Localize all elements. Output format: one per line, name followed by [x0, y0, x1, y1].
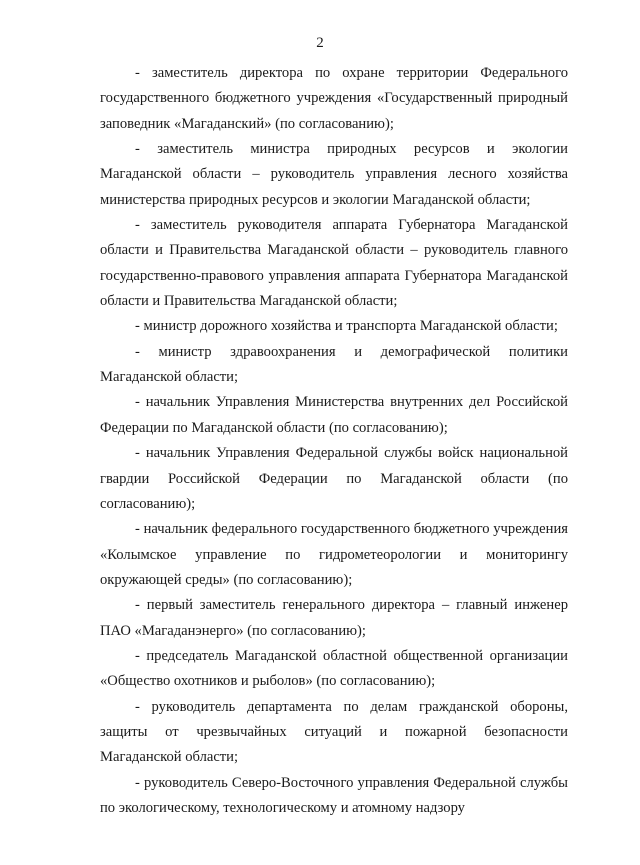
- list-item: - заместитель министра природных ресурсов и экологии Магаданской области – руководитель управления лесного хозяйства министерства природных ресурсов и экологии Магаданской области;: [100, 141, 568, 208]
- list-item: - министр дорожного хозяйства и транспорта Магаданской области;: [135, 318, 558, 335]
- list-item: - начальник Управления Федеральной службы войск национальной гвардии Российской Федерации по Магаданской области (по согласованию);: [100, 445, 568, 512]
- list-item: - первый заместитель генерального директора – главный инженер ПАО «Магаданэнерго» (по согласованию);: [100, 597, 568, 639]
- page-number: 2: [316, 35, 324, 51]
- list-item: - начальник федерального государственного бюджетного учреждения «Колымское управление по гидрометеорологии и мониторингу окружающей среды» (по согласованию);: [100, 521, 568, 588]
- list-item: - руководитель Северо-Восточного управления Федеральной службы по экологическому, технологическому и атомному надзору: [100, 774, 568, 816]
- list-item: - заместитель директора по охране территории Федерального государственного бюджетного учреждения «Государственный природный заповедник «Магаданский» (по согласованию);: [100, 65, 568, 132]
- document-body: [100, 61, 568, 821]
- list-item: - председатель Магаданской областной общественной организации «Общество охотников и рыболов» (по согласованию);: [100, 647, 568, 690]
- list-item: - министр здравоохранения и демографической политики Магаданской области;: [100, 343, 568, 386]
- list-item: - заместитель руководителя аппарата Губернатора Магаданской области и Правительства Магаданской области – руководитель главного государственно-правового управления аппарата Губернатора Магаданской области и Правительства Магаданской области;: [100, 217, 568, 310]
- list-item: - начальник Управления Министерства внутренних дел Российской Федерации по Магаданской области (по согласованию);: [100, 394, 568, 436]
- list-item: - руководитель департамента по делам гражданской обороны, защиты от чрезвычайных ситуаций и пожарной безопасности Магаданской области;: [100, 698, 568, 766]
